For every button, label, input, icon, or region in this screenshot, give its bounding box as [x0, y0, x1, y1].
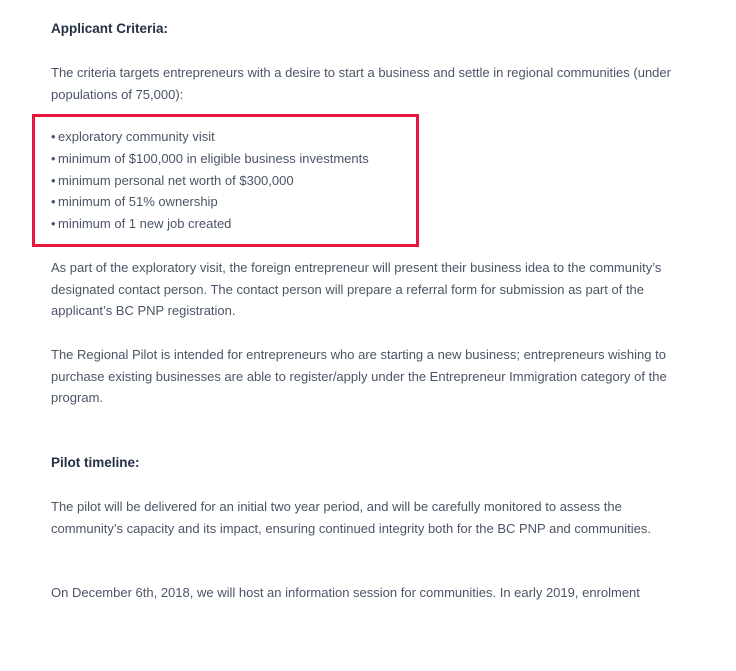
timeline-heading: Pilot timeline: [51, 455, 140, 470]
information-session-paragraph: On December 6th, 2018, we will host an information session for communities. In early 2019, enrolment [51, 585, 640, 600]
list-item: • minimum of $100,000 in eligible business investments [51, 148, 369, 170]
list-item: • minimum of 51% ownership [51, 191, 369, 213]
bullet-icon: • [51, 216, 56, 232]
list-item: • minimum personal net worth of $300,000 [51, 170, 369, 192]
criteria-list [51, 126, 369, 235]
regional-pilot-paragraph: The Regional Pilot is intended for entrepreneurs who are starting a new business; entrepreneurs wishing to purchase existing businesses are able to register/apply under the Entrepreneur Immigration category of the program. [51, 347, 667, 405]
criteria-heading: Applicant Criteria: [51, 21, 169, 36]
list-item: • exploratory community visit [51, 126, 369, 148]
bullet-icon: • [51, 150, 56, 166]
bullet-icon: • [51, 129, 56, 144]
bullet-icon: • [51, 172, 56, 188]
timeline-period-paragraph: The pilot will be delivered for an initial two year period, and will be carefully monitored to assess the community’s capacity and its impact, ensuring continued integrity both for the BC PNP and communities. [51, 499, 651, 536]
criteria-intro: The criteria targets entrepreneurs with a desire to start a business and settle in regional communities (under populations of 75,000): [51, 65, 671, 102]
visit-paragraph: As part of the exploratory visit, the foreign entrepreneur will present their business idea to the community’s designated contact person. The contact person will prepare a referral form for submission as part of the applicant’s BC PNP registration. [51, 260, 662, 318]
bullet-icon: • [51, 194, 56, 210]
list-item: • minimum of 1 new job created [51, 213, 369, 235]
